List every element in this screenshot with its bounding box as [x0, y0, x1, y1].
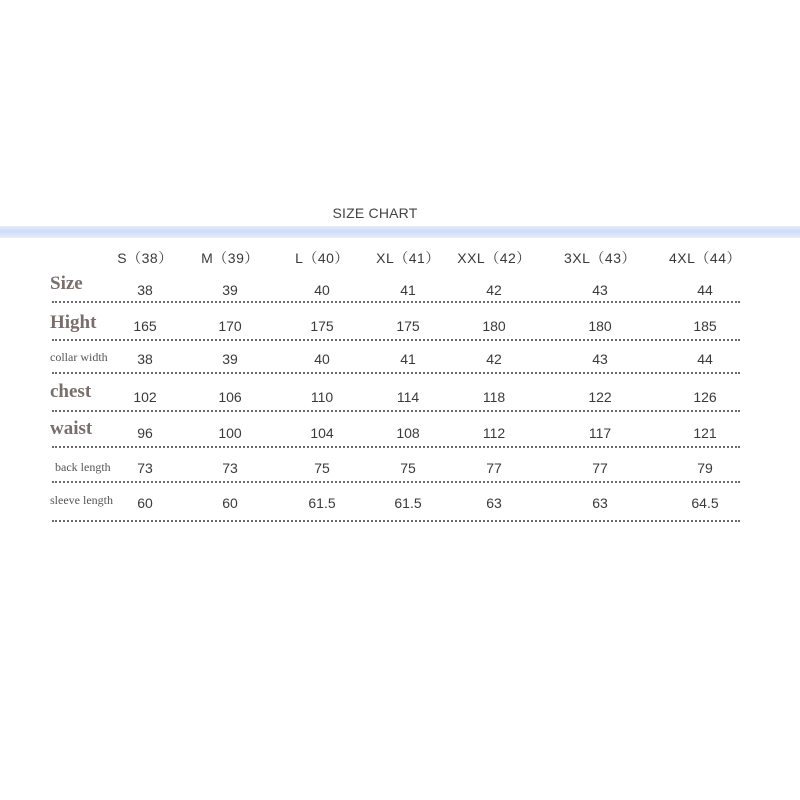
column-header: L（40）	[295, 250, 349, 266]
table-cell: 38	[137, 282, 153, 298]
row-separator	[52, 301, 740, 303]
chart-title: SIZE CHART	[332, 205, 418, 221]
table-cell: 41	[400, 282, 416, 298]
table-cell: 100	[218, 425, 242, 441]
table-cell: 170	[218, 318, 242, 334]
table-cell: 75	[314, 460, 330, 476]
table-cell: 43	[592, 351, 608, 367]
table-cell: 44	[697, 351, 713, 367]
table-cell: 112	[482, 425, 506, 441]
table-cell: 185	[693, 318, 717, 334]
table-cell: 61.5	[394, 495, 422, 511]
table-cell: 106	[218, 389, 242, 405]
table-cell: 175	[310, 318, 334, 334]
table-cell: 38	[137, 351, 153, 367]
column-header: 3XL（43）	[564, 250, 636, 266]
table-cell: 77	[592, 460, 608, 476]
row-label: back length	[55, 460, 111, 474]
column-header: S（38）	[117, 250, 173, 266]
table-cell: 42	[486, 351, 502, 367]
table-cell: 165	[133, 318, 157, 334]
column-header: XXL（42）	[457, 250, 531, 266]
row-separator	[52, 410, 740, 412]
row-label: Hight	[50, 312, 97, 333]
column-header: M（39）	[201, 250, 259, 266]
table-cell: 117	[588, 425, 612, 441]
table-cell: 63	[486, 495, 502, 511]
table-cell: 73	[137, 460, 153, 476]
row-label: Size	[50, 273, 83, 294]
table-cell: 175	[396, 318, 420, 334]
table-cell: 61.5	[308, 495, 336, 511]
table-cell: 122	[588, 389, 612, 405]
row-separator	[52, 372, 740, 374]
table-cell: 118	[482, 389, 506, 405]
table-cell: 110	[310, 389, 334, 405]
table-cell: 77	[486, 460, 502, 476]
table-cell: 75	[400, 460, 416, 476]
table-cell: 60	[137, 495, 153, 511]
column-header: 4XL（44）	[669, 250, 741, 266]
table-cell: 63	[592, 495, 608, 511]
table-cell: 39	[222, 282, 238, 298]
column-header: XL（41）	[376, 250, 440, 266]
table-cell: 40	[314, 351, 330, 367]
table-cell: 41	[400, 351, 416, 367]
table-cell: 104	[310, 425, 334, 441]
table-cell: 73	[222, 460, 238, 476]
row-label: collar width	[50, 350, 108, 364]
table-cell: 64.5	[691, 495, 719, 511]
table-cell: 79	[697, 460, 713, 476]
table-cell: 180	[588, 318, 612, 334]
table-cell: 114	[396, 389, 420, 405]
row-label: chest	[50, 381, 92, 402]
table-cell: 180	[482, 318, 506, 334]
table-cell: 40	[314, 282, 330, 298]
table-cell: 96	[137, 425, 153, 441]
table-cell: 102	[133, 389, 157, 405]
table-cell: 108	[396, 425, 420, 441]
table-cell: 39	[222, 351, 238, 367]
table-cell: 121	[693, 425, 717, 441]
row-separator	[52, 446, 740, 448]
table-cell: 60	[222, 495, 238, 511]
table-cell: 126	[693, 389, 717, 405]
table-cell: 44	[697, 282, 713, 298]
table-cell: 42	[486, 282, 502, 298]
row-separator	[52, 339, 740, 341]
row-separator	[52, 481, 740, 483]
row-label: waist	[50, 418, 93, 439]
row-separator	[52, 520, 740, 522]
row-label: sleeve length	[50, 493, 113, 507]
header-band	[0, 226, 800, 238]
table-cell: 43	[592, 282, 608, 298]
